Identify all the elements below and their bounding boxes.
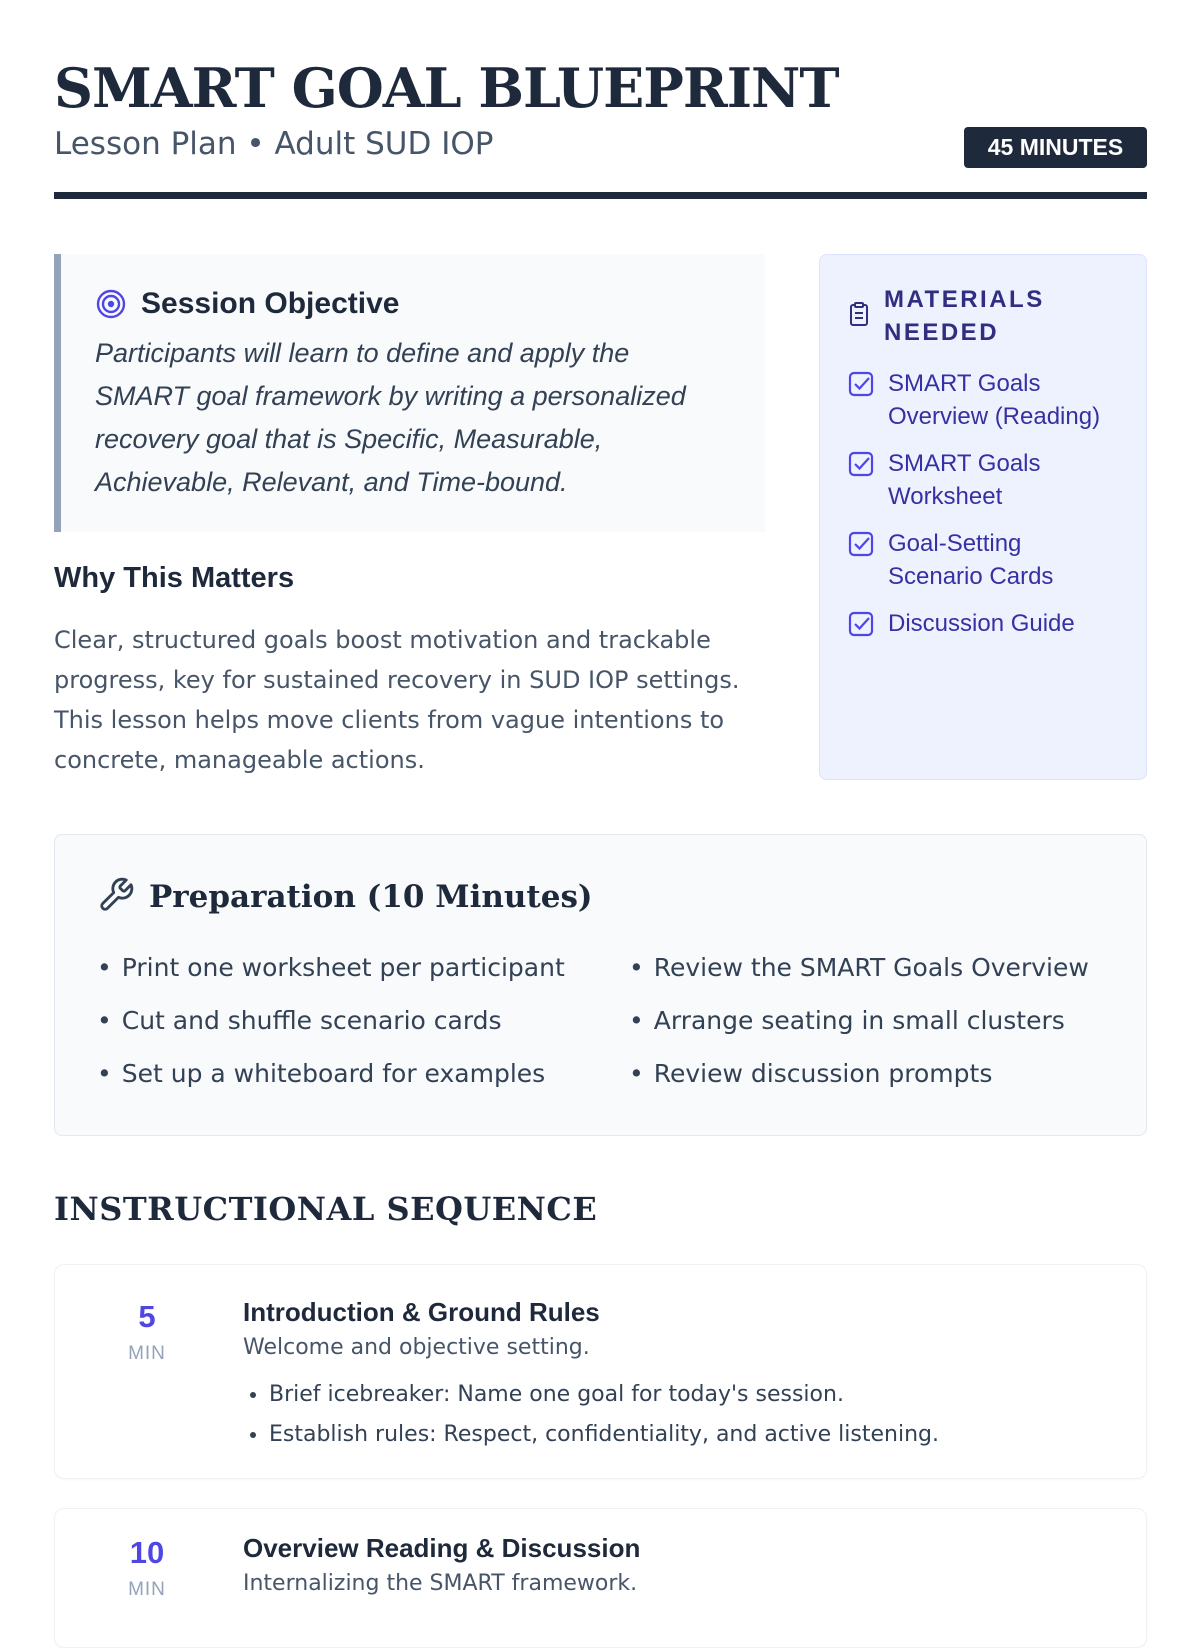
materials-list-item — [848, 527, 1118, 593]
session-objective-card — [54, 254, 765, 532]
checkbox-checked-icon — [848, 447, 874, 513]
step-duration-minutes: 5 — [138, 1299, 156, 1334]
preparation-item: • Arrange seating in small clusters — [629, 994, 1109, 1047]
materials-list-item — [848, 367, 1118, 433]
checkbox-checked-icon — [848, 527, 874, 593]
preparation-card — [54, 834, 1147, 1136]
checkbox-checked-icon — [848, 367, 874, 433]
materials-heading: MATERIALS NEEDED — [884, 286, 1045, 346]
preparation-heading: Preparation (10 Minutes) — [149, 879, 593, 915]
step-title: Introduction & Ground Rules — [243, 1297, 600, 1327]
wrench-icon — [97, 876, 135, 918]
materials-list-item — [848, 607, 1118, 641]
sequence-step-card — [54, 1508, 1147, 1648]
page-title: SMART GOAL BLUEPRINT — [54, 56, 839, 120]
step-bullet: • Brief icebreaker: Name one goal for today's session. — [269, 1375, 1116, 1415]
preparation-item: • Print one worksheet per participant — [97, 941, 629, 994]
materials-list-item — [848, 447, 1118, 513]
target-icon — [95, 288, 127, 320]
preparation-item: • Review discussion prompts — [629, 1047, 1109, 1100]
materials-card — [819, 254, 1147, 780]
materials-item-label: SMART Goals Worksheet — [888, 450, 1041, 510]
why-this-matters-heading: Why This Matters — [54, 562, 295, 594]
why-this-matters-text: Clear, structured goals boost motivation and trackable progress, key for sustained recovery in SUD IOP settings. This lesson helps move clients from vague intentions to concrete, manageable actions. — [54, 626, 740, 774]
preparation-list — [97, 941, 1104, 1100]
session-objective-header — [95, 284, 729, 324]
step-bullet: • Establish rules: Respect, confidentiality, and active listening. — [269, 1415, 1116, 1455]
header-divider — [54, 192, 1147, 199]
preparation-item: • Cut and shuffle scenario cards — [97, 994, 629, 1047]
session-objective-heading: Session Objective — [141, 287, 400, 320]
step-duration-minutes: 10 — [129, 1535, 165, 1570]
preparation-item: • Set up a whiteboard for examples — [97, 1047, 629, 1100]
step-duration — [99, 1533, 195, 1601]
session-objective-text: Participants will learn to define and apply the SMART goal framework by writing a personalized recovery goal that is Specific, Measurable, Achievable, Relevant, and Time-bound. — [95, 338, 686, 497]
step-duration-unit: MIN — [128, 1343, 166, 1364]
instructional-sequence-heading: INSTRUCTIONAL SEQUENCE — [54, 1190, 598, 1228]
step-description: Welcome and objective setting. — [243, 1335, 590, 1360]
materials-item-label: Goal-Setting Scenario Cards — [888, 530, 1054, 590]
duration-badge: 45 MINUTES — [964, 127, 1147, 168]
preparation-header — [97, 875, 1104, 919]
clipboard-icon — [848, 301, 870, 331]
step-bullet-list — [243, 1375, 1116, 1455]
materials-list — [848, 367, 1118, 641]
checkbox-checked-icon — [848, 607, 874, 641]
step-duration — [99, 1297, 195, 1365]
materials-item-label: SMART Goals Overview (Reading) — [888, 370, 1101, 430]
preparation-item: • Review the SMART Goals Overview — [629, 941, 1109, 994]
step-body — [243, 1531, 1116, 1601]
step-duration-unit: MIN — [128, 1579, 166, 1600]
page-subtitle: Lesson Plan • Adult SUD IOP — [54, 126, 494, 162]
materials-header — [848, 283, 1118, 349]
materials-item-label: Discussion Guide — [888, 610, 1075, 637]
step-description: Internalizing the SMART framework. — [243, 1571, 638, 1596]
step-body — [243, 1295, 1116, 1455]
sequence-step-card — [54, 1264, 1147, 1479]
step-title: Overview Reading & Discussion — [243, 1533, 641, 1563]
